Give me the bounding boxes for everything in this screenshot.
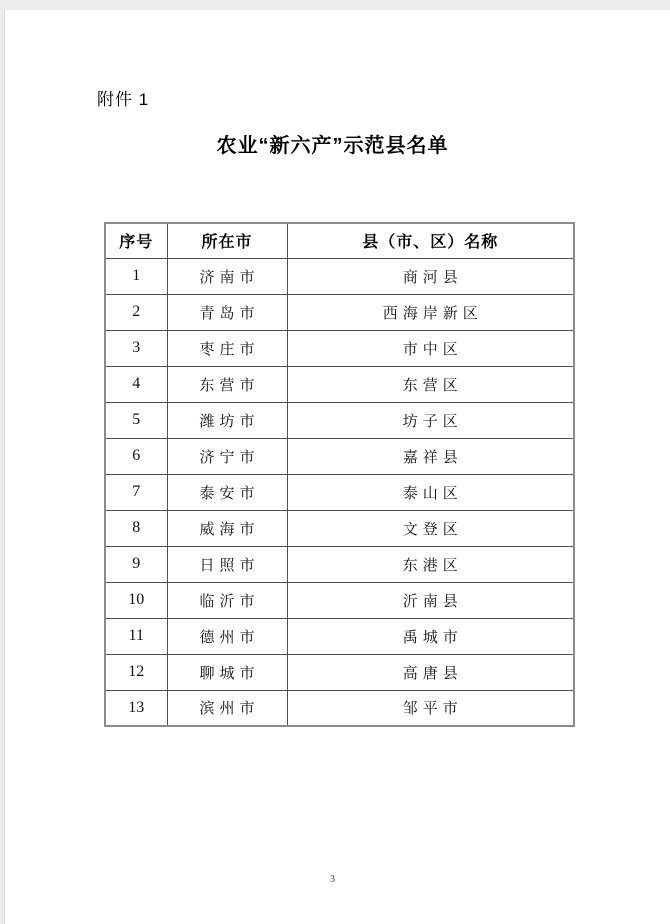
index-cell: 12 — [105, 654, 167, 690]
table-row — [105, 618, 574, 654]
county-cell: 嘉祥县 — [287, 438, 574, 474]
county-cell: 文登区 — [287, 510, 574, 546]
table-row — [105, 294, 574, 330]
city-cell: 济南市 — [167, 258, 287, 294]
index-cell: 6 — [105, 438, 167, 474]
county-cell: 坊子区 — [287, 402, 574, 438]
table-row — [105, 366, 574, 402]
table-row — [105, 510, 574, 546]
county-cell: 泰山区 — [287, 474, 574, 510]
index-cell: 5 — [105, 402, 167, 438]
index-cell: 2 — [105, 294, 167, 330]
header-county: 县（市、区）名称 — [287, 223, 574, 258]
index-cell: 11 — [105, 618, 167, 654]
county-cell: 东港区 — [287, 546, 574, 582]
table-header — [105, 223, 574, 258]
table-row — [105, 690, 574, 726]
city-cell: 潍坊市 — [167, 402, 287, 438]
city-cell: 威海市 — [167, 510, 287, 546]
city-cell: 东营市 — [167, 366, 287, 402]
county-cell: 沂南县 — [287, 582, 574, 618]
document-title: 农业“新六产”示范县名单 — [216, 135, 449, 157]
table-row — [105, 330, 574, 366]
index-cell: 10 — [105, 582, 167, 618]
index-cell: 13 — [105, 690, 167, 726]
table-row — [105, 402, 574, 438]
table-row — [105, 654, 574, 690]
county-cell: 市中区 — [287, 330, 574, 366]
city-cell: 泰安市 — [167, 474, 287, 510]
attachment-label: 附件 1 — [97, 90, 150, 109]
index-cell: 3 — [105, 330, 167, 366]
table-row — [105, 546, 574, 582]
county-table — [104, 222, 575, 727]
table-row — [105, 474, 574, 510]
table-body — [105, 258, 574, 726]
county-cell: 商河县 — [287, 258, 574, 294]
document-page — [4, 10, 670, 924]
index-cell: 1 — [105, 258, 167, 294]
county-cell: 邹平市 — [287, 690, 574, 726]
index-cell: 9 — [105, 546, 167, 582]
table-row — [105, 582, 574, 618]
index-cell: 7 — [105, 474, 167, 510]
city-cell: 聊城市 — [167, 654, 287, 690]
table-row — [105, 258, 574, 294]
index-cell: 4 — [105, 366, 167, 402]
county-cell: 东营区 — [287, 366, 574, 402]
city-cell: 德州市 — [167, 618, 287, 654]
page-number: 3 — [330, 874, 335, 885]
city-cell: 青岛市 — [167, 294, 287, 330]
city-cell: 日照市 — [167, 546, 287, 582]
table-header-row — [105, 223, 574, 258]
city-cell: 枣庄市 — [167, 330, 287, 366]
table-row — [105, 438, 574, 474]
header-index: 序号 — [105, 223, 167, 258]
county-cell: 禹城市 — [287, 618, 574, 654]
county-cell: 高唐县 — [287, 654, 574, 690]
header-city: 所在市 — [167, 223, 287, 258]
city-cell: 济宁市 — [167, 438, 287, 474]
index-cell: 8 — [105, 510, 167, 546]
city-cell: 临沂市 — [167, 582, 287, 618]
city-cell: 滨州市 — [167, 690, 287, 726]
county-cell: 西海岸新区 — [287, 294, 574, 330]
